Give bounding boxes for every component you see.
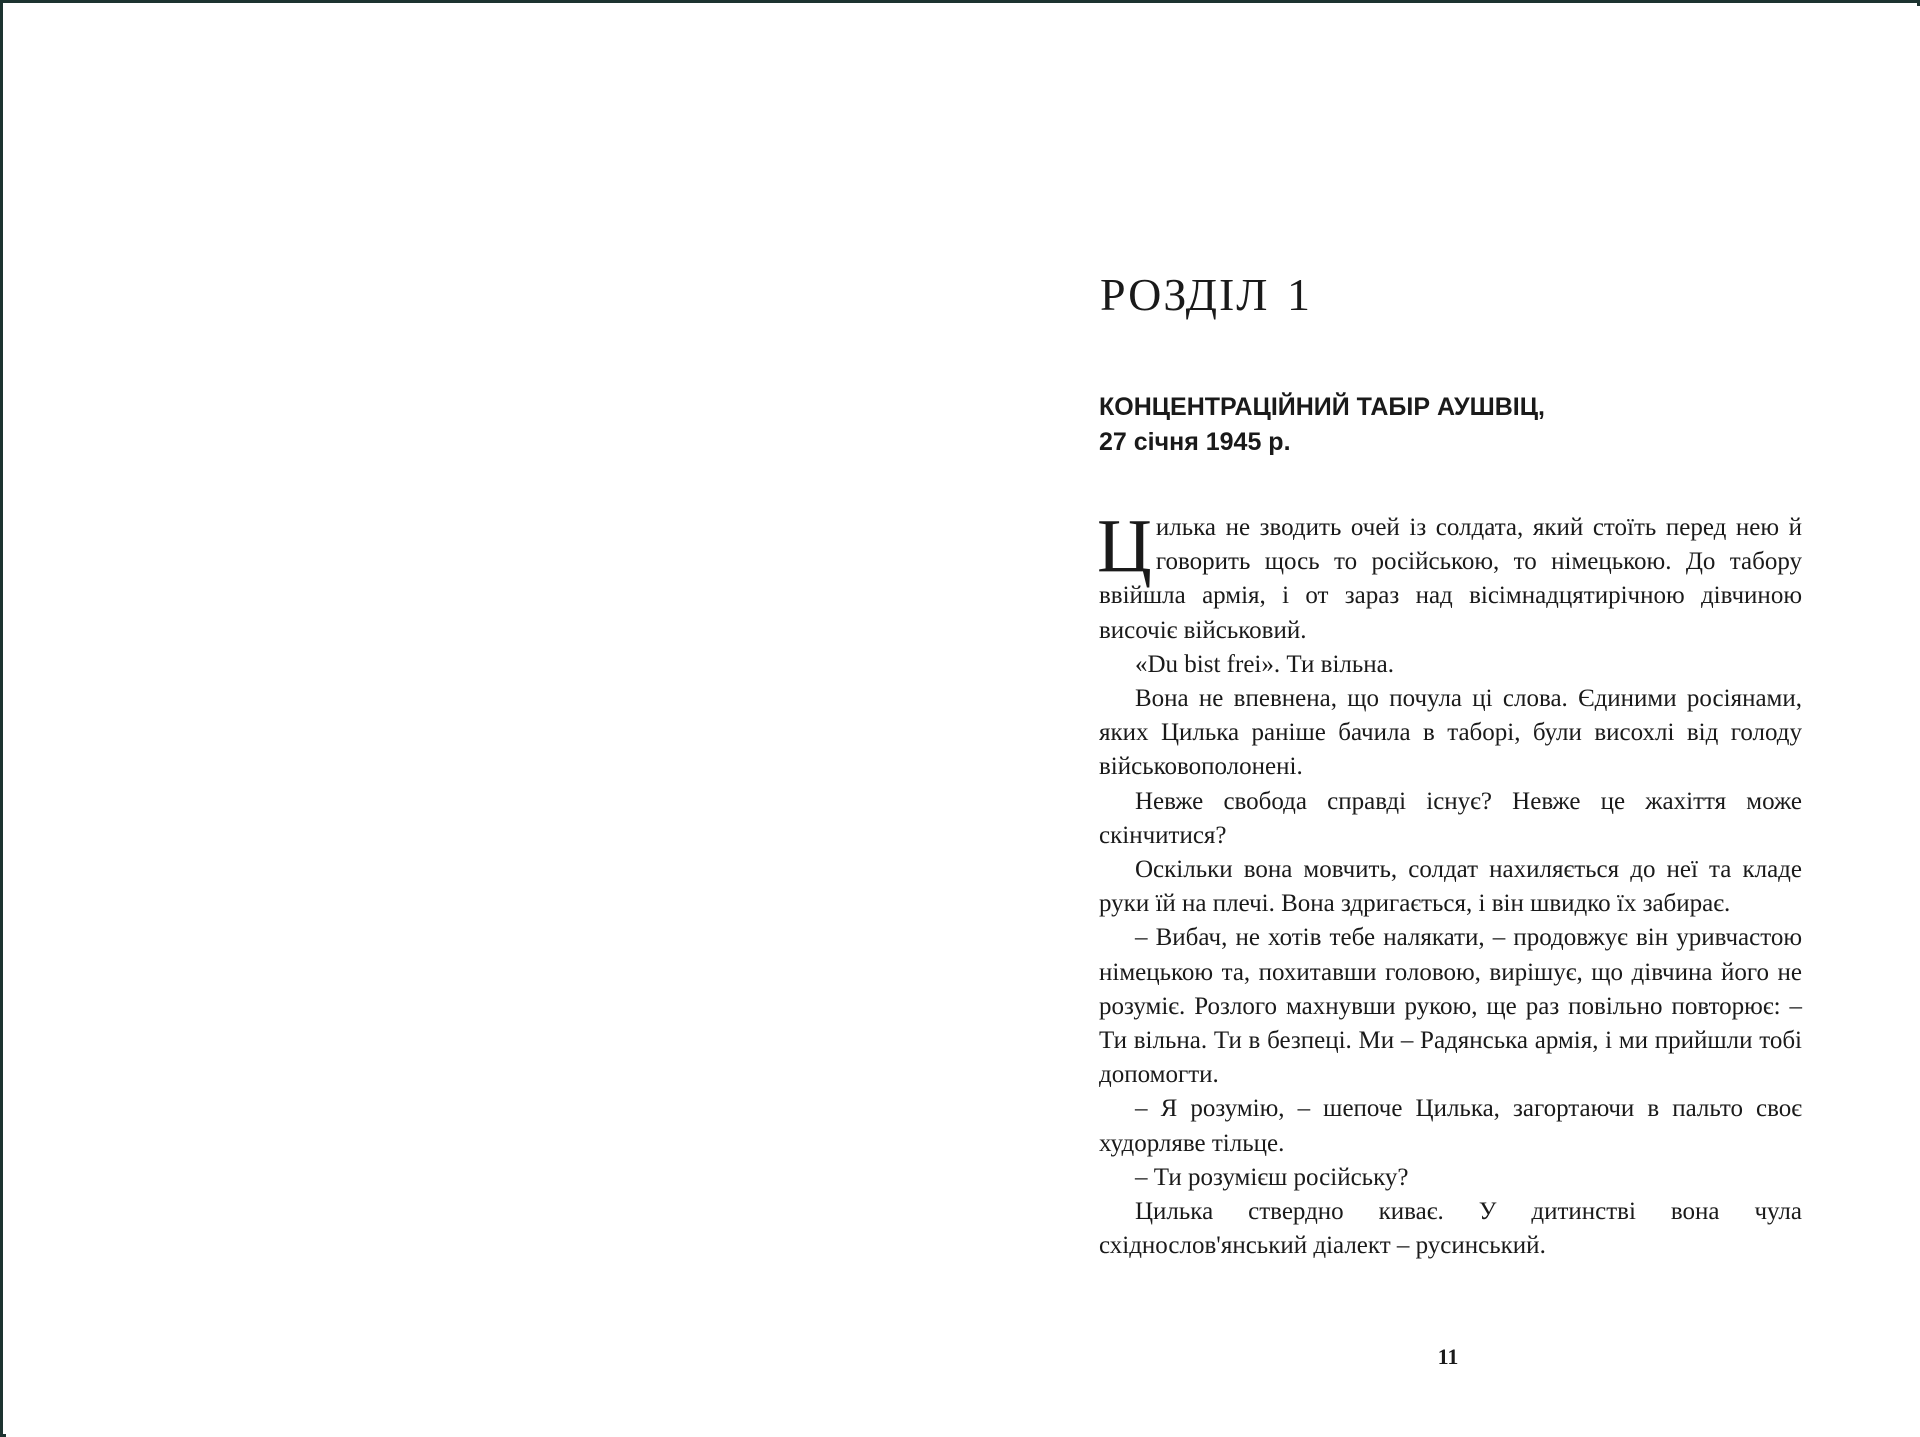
left-page-blank [6,6,963,1437]
chapter-location-heading [1099,390,1799,460]
chapter-title-word: РОЗДІЛ [1100,269,1270,320]
paragraph-2: «Du bist frei». Ти вільна. [1135,650,1394,678]
paragraph-3: Вона не впевнена, що почула ці слова. Єдиними росіянами, яких Цилька раніше бачила в таборі, були висохлі від голоду військовополонені. [1099,685,1802,781]
paragraph-4: Невже свобода справді існує? Невже це жахіття може скінчитися? [1099,787,1802,849]
paragraph-8: – Ти розумієш російську? [1135,1163,1409,1191]
location-line-date: 27 січня 1945 р. [1099,428,1291,456]
drop-cap-letter: Ц [1097,504,1152,588]
chapter-title [1100,268,1800,321]
paragraph-5: Оскільки вона мовчить, солдат нахиляється до неї та кладе руки їй на плечі. Вона здригається, і він швидко їх забирає. [1099,856,1802,918]
page-number: 11 [1437,1344,1459,1369]
paragraph-7: – Я розумію, – шепоче Цилька, загортаючи в пальто своє худорляве тільце. [1099,1095,1802,1157]
chapter-body-text [1097,504,1802,1263]
paragraph-9: Цилька ствердно киває. У дитинстві вона чула східнослов'янський діалект – русинський. [1099,1198,1802,1260]
paragraph-1-text: илька не зводить очей із солдата, який стоїть перед нею й говорить щось то російською, то німецькою. До табору ввійшла армія, і от зараз над вісімнадцятирічною дівчиною височіє військовий. [1099,514,1802,644]
paragraph-1 [1097,504,1802,648]
chapter-number: 1 [1287,269,1312,320]
location-line-place: КОНЦЕНТРАЦІЙНИЙ ТАБІР АУШВІЦ, [1099,393,1545,421]
paragraph-6: – Вибач, не хотів тебе налякати, – продовжує він уривчастою німецькою та, похитавши головою, вирішує, що дівчина його не розуміє. Розлого махнувши рукою, ще раз повільно повторює: – Ти вільна. Ти в безпеці. Ми – Радянська армія, і ми прийшли тобі допомогти. [1099,924,1802,1089]
